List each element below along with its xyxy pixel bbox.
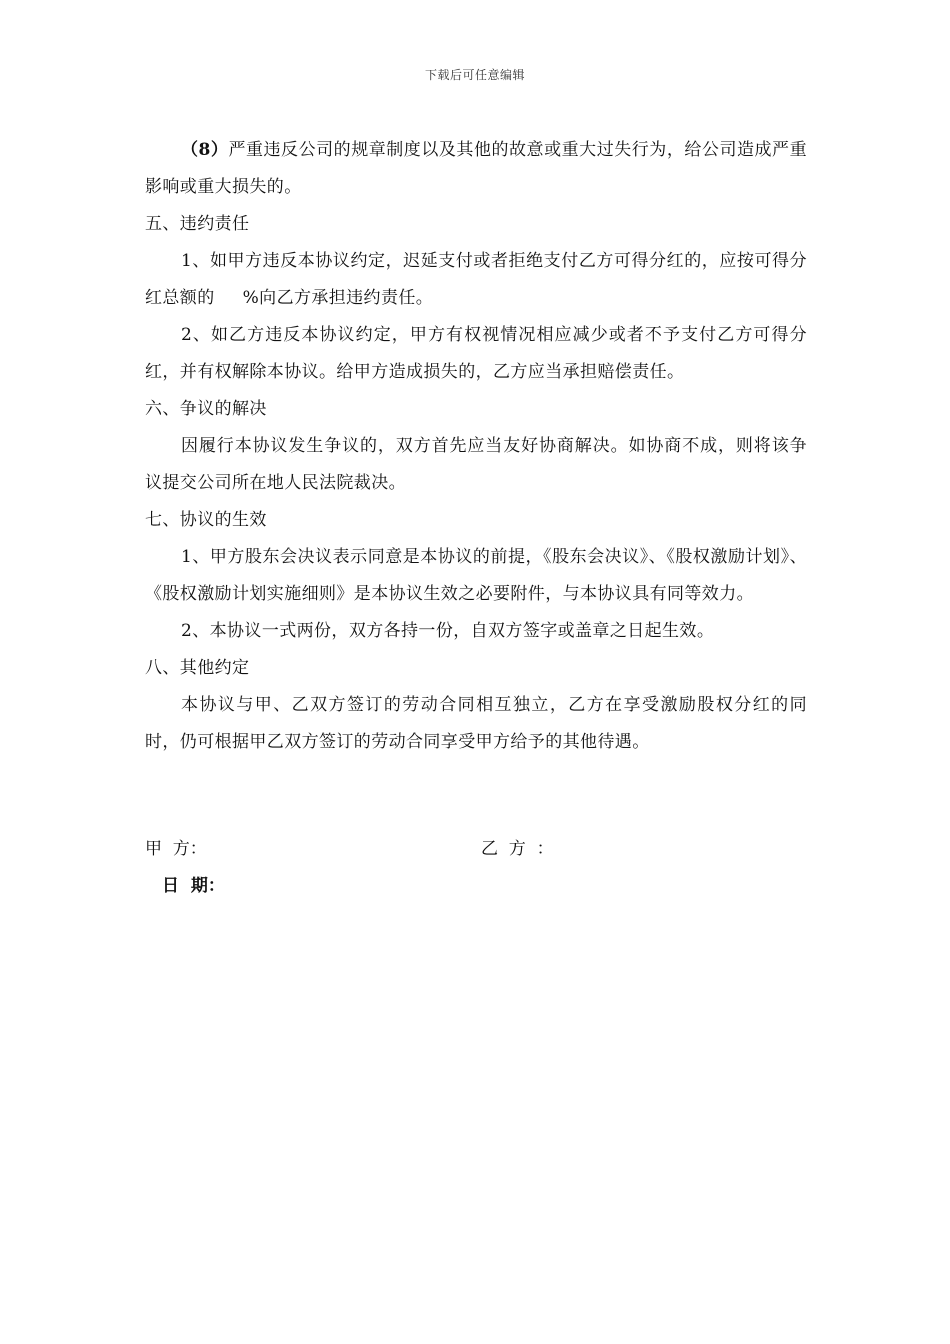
section-5-paragraph-1 — [145, 243, 807, 317]
agreement-body — [145, 132, 807, 761]
section-8-paragraph-1: 本协议与甲、乙双方签订的劳动合同相互独立，乙方在享受激励股权分红的同时，仍可根据甲乙双方签订的劳动合同享受甲方给予的其他待遇。 — [145, 695, 807, 752]
section-5-paragraph-1-text-a: 1、如甲方违反本协议约定，迟延支付或者拒绝支付乙方可得分红的，应按可得分红总额的 — [145, 251, 807, 308]
clause-item-8-text: 严重违反公司的规章制度以及其他的故意或重大过失行为，给公司造成严重影响或重大损失的。 — [145, 140, 807, 197]
party-b-signature-label: 乙 方 ： — [481, 839, 554, 859]
section-7-paragraph-2: 2、本协议一式两份，双方各持一份，自双方签字或盖章之日起生效。 — [181, 621, 715, 641]
section-8-title: 八、其他约定 — [145, 658, 250, 678]
section-7-paragraph-1: 1、甲方股东会决议表示同意是本协议的前提，《股东会决议》、《股权激励计划》、《股权激励计划实施细则》是本协议生效之必要附件，与本协议具有同等效力。 — [145, 547, 807, 604]
clause-item-8 — [145, 132, 807, 206]
section-6-title: 六、争议的解决 — [145, 399, 267, 419]
section-5-paragraph-1-text-b: %向乙方承担违约责任。 — [242, 288, 434, 308]
section-5-paragraph-2: 2、如乙方违反本协议约定，甲方有权视情况相应减少或者不予支付乙方可得分红，并有权解除本协议。给甲方造成损失的，乙方应当承担赔偿责任。 — [145, 325, 807, 382]
section-5-title: 五、违约责任 — [145, 214, 250, 234]
signature-row — [145, 831, 807, 867]
date-label: 日 期： — [162, 876, 225, 896]
section-6-paragraph-1: 因履行本协议发生争议的，双方首先应当友好协商解决。如协商不成，则将该争议提交公司所在地人民法院裁决。 — [145, 436, 807, 493]
party-a-signature-label: 甲 方： — [145, 839, 207, 859]
section-7-title: 七、协议的生效 — [145, 510, 267, 530]
page-header: 下载后可任意编辑 — [424, 68, 525, 82]
clause-item-8-number: （8） — [181, 140, 229, 160]
